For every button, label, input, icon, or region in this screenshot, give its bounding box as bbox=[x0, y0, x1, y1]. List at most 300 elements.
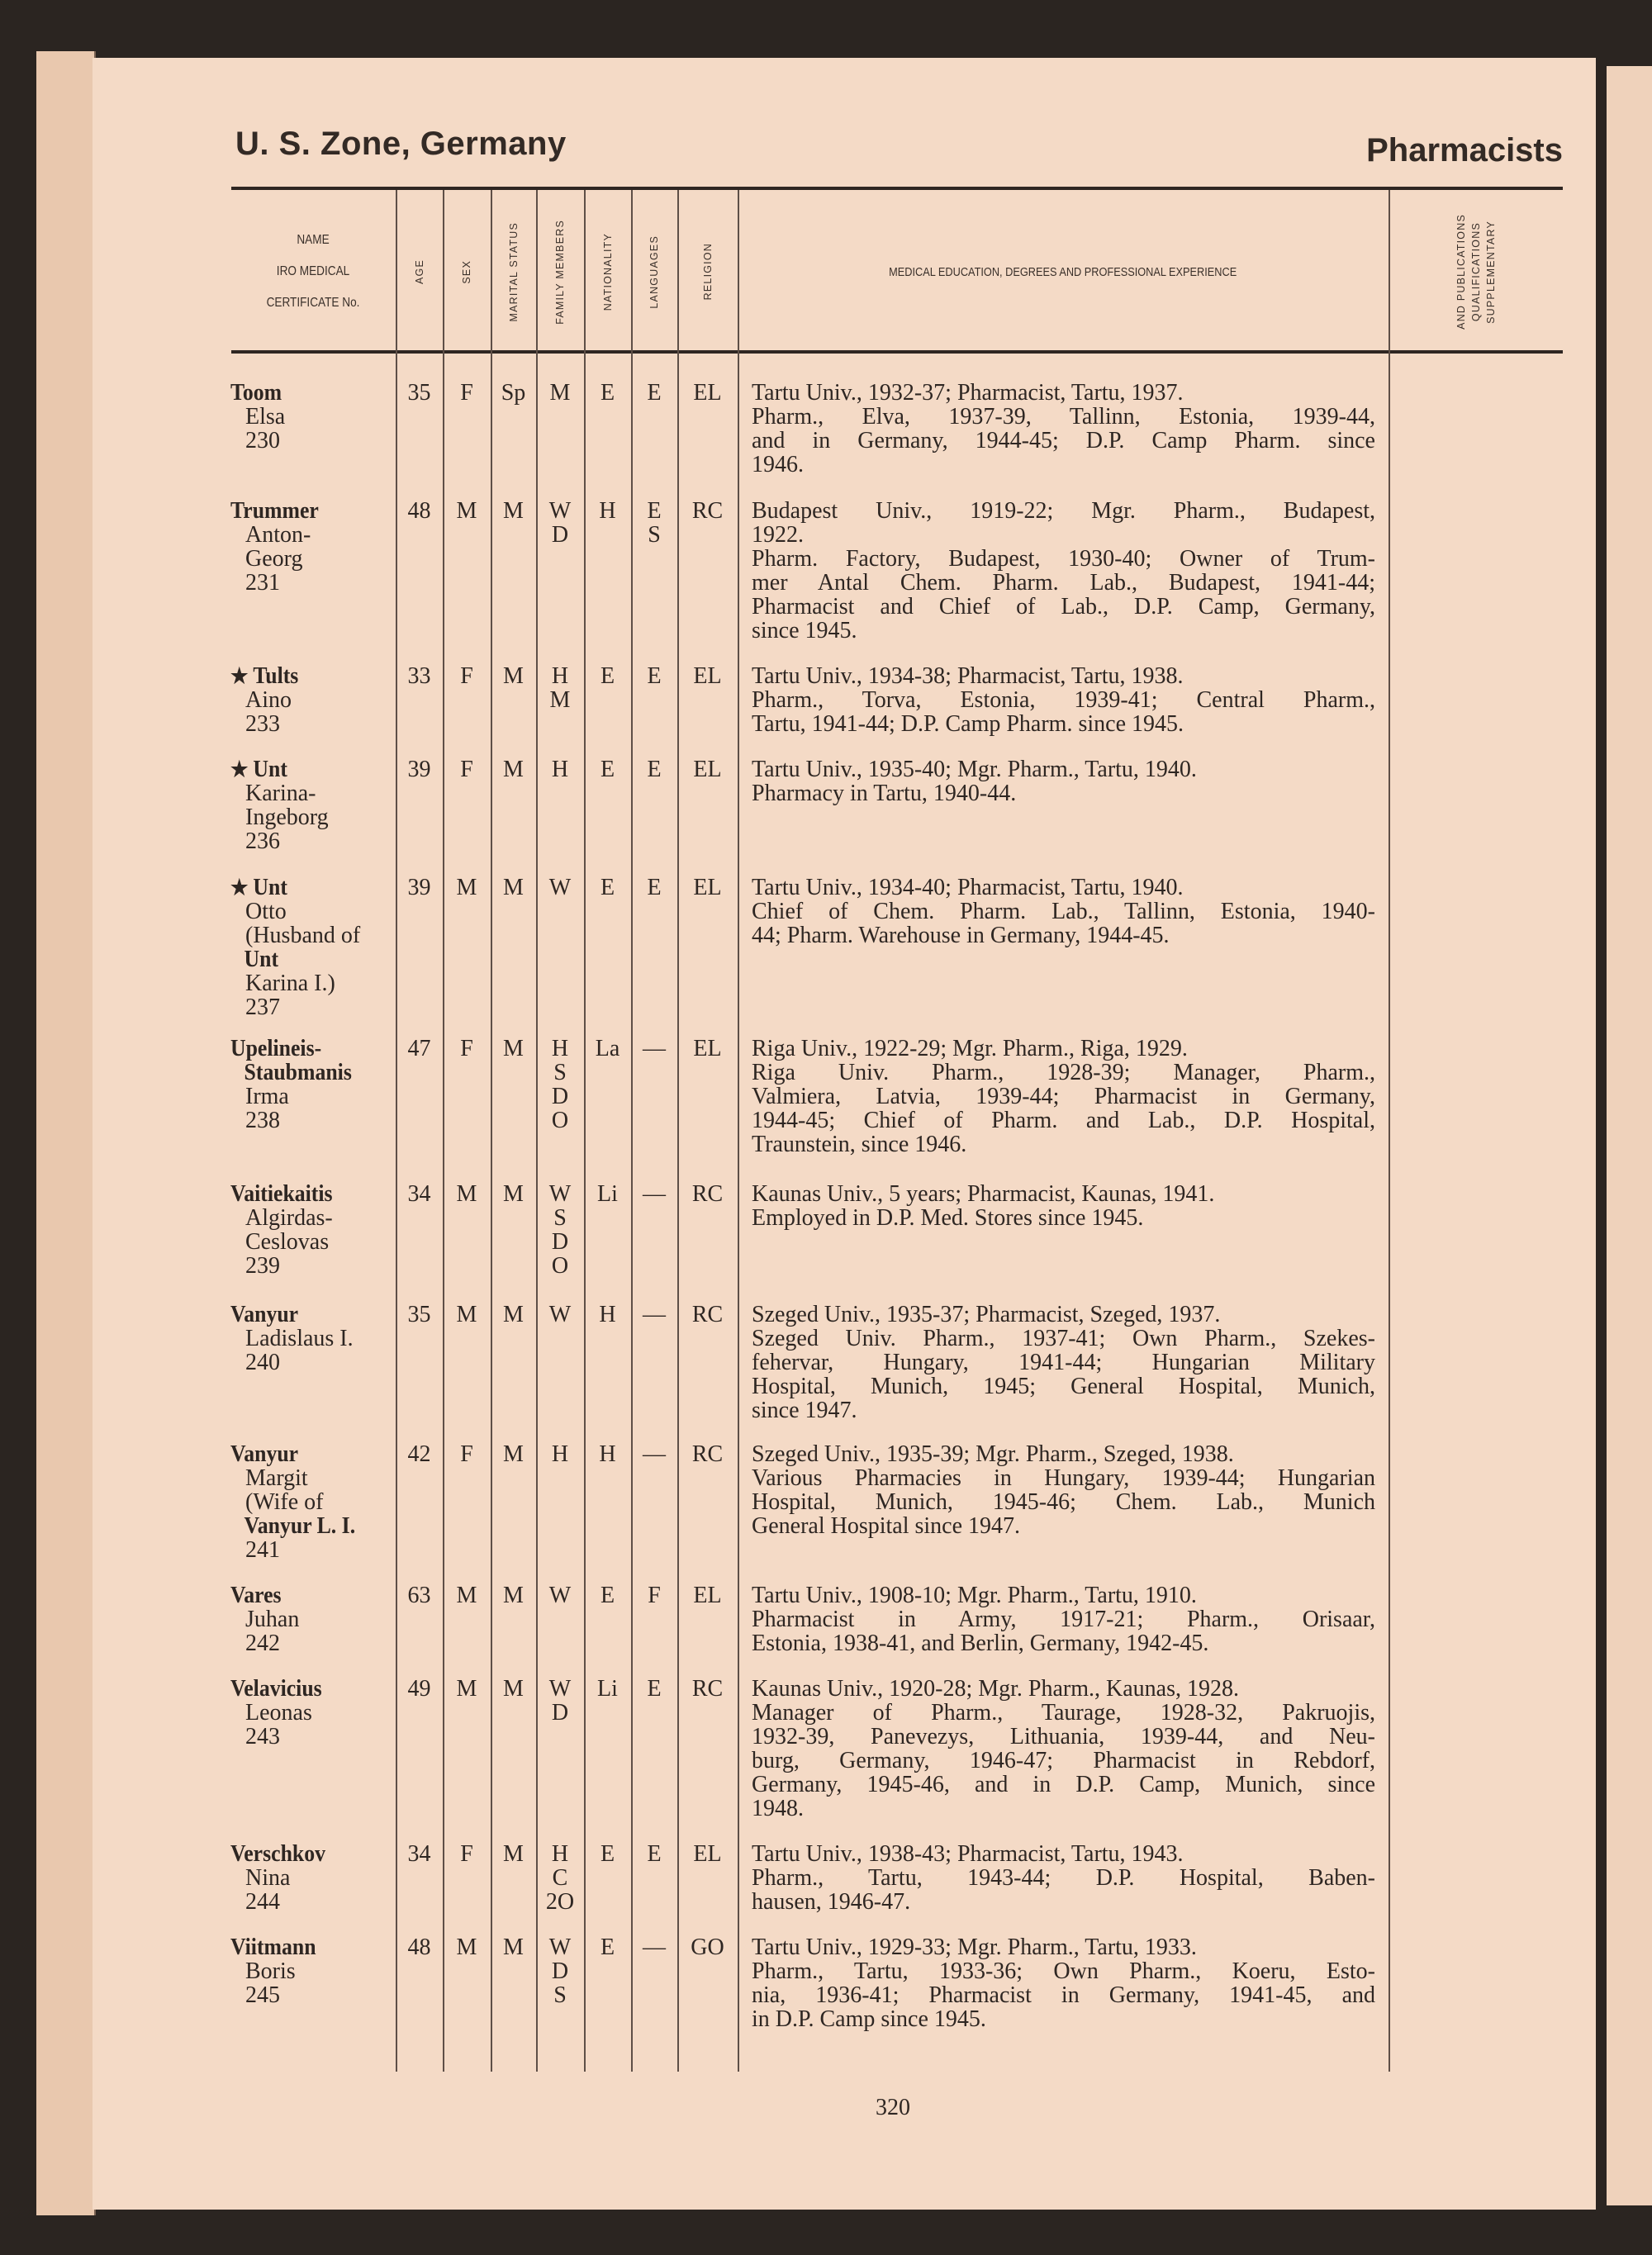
religion-value: EL bbox=[693, 875, 722, 900]
education-line: mer Antal Chem. Pharm. Lab., Budapest, 1941-44; bbox=[752, 571, 1375, 595]
name-text: 231 bbox=[245, 570, 280, 596]
religion-cell bbox=[677, 1303, 738, 1327]
column-divider bbox=[396, 190, 397, 2072]
star-icon: ★ bbox=[230, 757, 254, 781]
sex-cell bbox=[443, 1303, 491, 1327]
name-line bbox=[230, 1490, 396, 1514]
family-value: H bbox=[551, 663, 569, 689]
education-cell bbox=[752, 876, 1375, 947]
education-line: Tartu Univ., 1908-10; Mgr. Pharm., Tartu, 1910. bbox=[752, 1583, 1197, 1608]
family-cell bbox=[536, 1583, 584, 1607]
name-line bbox=[230, 1514, 382, 1538]
sex-cell bbox=[443, 499, 491, 523]
column-header-age bbox=[396, 192, 443, 352]
name-line bbox=[230, 1959, 396, 1983]
name-text: 245 bbox=[245, 1982, 280, 2008]
marital-value: M bbox=[503, 1181, 524, 1207]
marital-value: M bbox=[503, 757, 524, 782]
languages-cell bbox=[631, 1442, 677, 1466]
education-line: nia, 1936-41; Pharmacist in Germany, 1941-45, and bbox=[752, 1983, 1375, 2007]
religion-value: RC bbox=[691, 1181, 724, 1207]
marital-value: M bbox=[503, 1583, 524, 1608]
age-value: 35 bbox=[407, 1302, 431, 1327]
nationality-cell bbox=[584, 757, 631, 781]
facing-page bbox=[1607, 66, 1652, 2205]
name-cell bbox=[230, 1583, 396, 1655]
age-value: 35 bbox=[407, 380, 431, 406]
name-text: Upelineis- bbox=[230, 1036, 322, 1061]
name-line bbox=[230, 781, 396, 805]
column-header-family bbox=[536, 192, 584, 352]
sex-value: F bbox=[460, 663, 473, 689]
religion-cell bbox=[677, 1182, 738, 1206]
education-line: General Hospital since 1947. bbox=[752, 1513, 1021, 1539]
education-cell bbox=[752, 1037, 1375, 1156]
languages-value: E bbox=[647, 1676, 662, 1702]
education-line: Various Pharmacies in Hungary, 1939-44; Hungarian bbox=[752, 1466, 1375, 1490]
book-page-edges bbox=[66, 56, 96, 2210]
name-line bbox=[230, 1254, 396, 1278]
name-line bbox=[230, 547, 396, 571]
education-line: burg, Germany, 1946-47; Pharmacist in Rebdorf, bbox=[752, 1749, 1375, 1773]
education-cell bbox=[752, 664, 1375, 736]
name-line bbox=[230, 1206, 396, 1230]
star-icon: ★ bbox=[230, 876, 254, 900]
age-value: 33 bbox=[407, 663, 431, 689]
name-line bbox=[230, 947, 382, 971]
name-line bbox=[230, 1866, 396, 1890]
name-text: 239 bbox=[245, 1253, 280, 1279]
age-value: 42 bbox=[407, 1441, 431, 1467]
family-value: M bbox=[549, 687, 571, 713]
family-value: S bbox=[553, 1205, 567, 1231]
column-divider bbox=[491, 190, 492, 2072]
surname bbox=[230, 499, 382, 523]
header-education-label: MEDICAL EDUCATION, DEGREES AND PROFESSIONAL EXPERIENCE bbox=[889, 264, 1237, 279]
languages-cell bbox=[631, 1037, 677, 1061]
age-cell bbox=[396, 664, 443, 688]
age-cell bbox=[396, 757, 443, 781]
name-line bbox=[230, 900, 396, 923]
education-cell bbox=[752, 381, 1375, 477]
family-cell bbox=[536, 664, 584, 712]
name-line bbox=[230, 1983, 396, 2007]
name-cell bbox=[230, 381, 396, 453]
education-line: Traunstein, since 1946. bbox=[752, 1132, 967, 1157]
sex-value: F bbox=[460, 1841, 473, 1867]
education-line: Tartu Univ., 1938-43; Pharmacist, Tartu, 1943. bbox=[752, 1841, 1184, 1867]
nationality-cell bbox=[584, 1677, 631, 1701]
name-text: (Husband of bbox=[245, 923, 361, 948]
column-divider bbox=[584, 190, 586, 2072]
nationality-value: E bbox=[600, 757, 615, 782]
nationality-value: La bbox=[595, 1036, 620, 1061]
sex-cell bbox=[443, 757, 491, 781]
column-header-supplementary bbox=[1389, 192, 1563, 352]
education-line: since 1947. bbox=[752, 1398, 857, 1423]
surname bbox=[230, 876, 382, 900]
marital-cell bbox=[491, 1583, 536, 1607]
sex-cell bbox=[443, 1677, 491, 1701]
languages-value: E bbox=[647, 1841, 662, 1867]
nationality-value: E bbox=[600, 875, 615, 900]
languages-cell bbox=[631, 499, 677, 547]
name-line bbox=[230, 805, 396, 829]
name-line bbox=[230, 1230, 396, 1254]
family-value: H bbox=[551, 757, 569, 782]
surname bbox=[230, 1182, 382, 1206]
name-text: Velavicius bbox=[230, 1676, 322, 1702]
header-religion-label: RELIGION bbox=[701, 243, 714, 301]
education-line: 1922. bbox=[752, 522, 804, 548]
family-cell bbox=[536, 1935, 584, 2007]
education-line: Kaunas Univ., 1920-28; Mgr. Pharm., Kaunas, 1928. bbox=[752, 1676, 1240, 1702]
name-text: Vanyur bbox=[230, 1441, 299, 1467]
name-text: Nina bbox=[245, 1865, 291, 1891]
star-icon: ★ bbox=[230, 664, 254, 688]
family-value: W bbox=[548, 875, 572, 900]
name-text: Toom bbox=[230, 380, 282, 406]
age-cell bbox=[396, 1303, 443, 1327]
family-value: C bbox=[552, 1865, 568, 1891]
family-cell bbox=[536, 1842, 584, 1914]
age-cell bbox=[396, 876, 443, 900]
religion-value: EL bbox=[693, 663, 722, 689]
education-line: Tartu Univ., 1935-40; Mgr. Pharm., Tartu, 1940. bbox=[752, 757, 1197, 782]
languages-cell bbox=[631, 757, 677, 781]
surname bbox=[230, 1303, 382, 1327]
sex-cell bbox=[443, 1935, 491, 1959]
name-text: Unt bbox=[244, 947, 279, 972]
education-line: Pharm., Tartu, 1933-36; Own Pharm., Koeru, Esto- bbox=[752, 1959, 1375, 1983]
family-cell bbox=[536, 1037, 584, 1132]
header-age-label: AGE bbox=[413, 259, 425, 284]
sex-cell bbox=[443, 1037, 491, 1061]
name-text: Boris bbox=[245, 1958, 296, 1984]
name-cell bbox=[230, 1037, 396, 1132]
religion-value: EL bbox=[693, 1583, 722, 1608]
family-value: O bbox=[551, 1253, 569, 1279]
top-rule bbox=[231, 187, 1563, 190]
sex-value: F bbox=[460, 380, 473, 406]
sex-value: F bbox=[460, 1441, 473, 1467]
education-cell bbox=[752, 1303, 1375, 1422]
age-cell bbox=[396, 381, 443, 405]
name-text: Karina- bbox=[245, 781, 316, 806]
name-text: Elsa bbox=[245, 404, 286, 430]
family-cell bbox=[536, 1303, 584, 1327]
nationality-value: Li bbox=[597, 1676, 618, 1702]
family-value: W bbox=[548, 1583, 572, 1608]
nationality-cell bbox=[584, 1442, 631, 1466]
education-line: Tartu Univ., 1934-40; Pharmacist, Tartu, 1940. bbox=[752, 875, 1184, 900]
name-text: Juhan bbox=[245, 1607, 300, 1632]
education-line: 44; Pharm. Warehouse in Germany, 1944-45. bbox=[752, 923, 1170, 948]
name-line bbox=[230, 1725, 396, 1749]
age-value: 34 bbox=[407, 1841, 431, 1867]
age-value: 48 bbox=[407, 1935, 431, 1960]
name-text: Vares bbox=[230, 1583, 282, 1608]
religion-cell bbox=[677, 1037, 738, 1061]
name-text: Unt bbox=[253, 757, 287, 782]
family-value: D bbox=[551, 522, 569, 548]
sex-value: M bbox=[456, 875, 477, 900]
family-value: S bbox=[553, 1982, 567, 2008]
surname bbox=[230, 664, 382, 688]
religion-value: EL bbox=[693, 380, 722, 406]
nationality-value: H bbox=[599, 498, 616, 524]
sex-cell bbox=[443, 1842, 491, 1866]
marital-cell bbox=[491, 1842, 536, 1866]
name-text: Algirdas- bbox=[245, 1205, 333, 1231]
family-value: W bbox=[548, 498, 572, 524]
column-header-religion bbox=[677, 192, 738, 352]
nationality-value: H bbox=[599, 1302, 616, 1327]
education-line: Budapest Univ., 1919-22; Mgr. Pharm., Budapest, bbox=[752, 499, 1375, 523]
name-cell bbox=[230, 876, 396, 1019]
name-line bbox=[230, 1061, 382, 1085]
name-line bbox=[230, 829, 396, 853]
education-line: hausen, 1946-47. bbox=[752, 1889, 911, 1915]
sex-cell bbox=[443, 1182, 491, 1206]
education-line: Germany, 1945-46, and in D.P. Camp, Munich, since bbox=[752, 1773, 1375, 1797]
name-text: Georg bbox=[245, 546, 303, 572]
marital-value: M bbox=[503, 1302, 524, 1327]
sex-value: M bbox=[456, 1676, 477, 1702]
name-cell bbox=[230, 1935, 396, 2007]
languages-value: E bbox=[647, 757, 662, 782]
education-line: Employed in D.P. Med. Stores since 1945. bbox=[752, 1205, 1144, 1231]
marital-cell bbox=[491, 876, 536, 900]
religion-value: EL bbox=[693, 757, 722, 782]
name-cell bbox=[230, 1303, 396, 1374]
marital-value: M bbox=[503, 1676, 524, 1702]
education-cell bbox=[752, 499, 1375, 643]
nationality-cell bbox=[584, 1182, 631, 1206]
family-value: H bbox=[551, 1036, 569, 1061]
marital-cell bbox=[491, 1303, 536, 1327]
name-text: 238 bbox=[245, 1108, 280, 1133]
religion-value: RC bbox=[691, 498, 724, 524]
nationality-cell bbox=[584, 664, 631, 688]
name-line bbox=[230, 1538, 396, 1562]
family-value: 2O bbox=[545, 1889, 575, 1915]
surname bbox=[230, 1583, 382, 1607]
header-supp-line2: QUALIFICATIONS bbox=[1469, 221, 1482, 322]
nationality-value: Li bbox=[597, 1181, 618, 1207]
name-line bbox=[230, 1351, 396, 1374]
religion-cell bbox=[677, 664, 738, 688]
family-value: M bbox=[549, 380, 571, 406]
column-header-nationality bbox=[584, 192, 631, 352]
languages-value: — bbox=[643, 1935, 666, 1960]
education-line: Pharmacy in Tartu, 1940-44. bbox=[752, 781, 1017, 806]
languages-value: E bbox=[647, 380, 662, 406]
education-line: and in Germany, 1944-45; D.P. Camp Pharm. since bbox=[752, 429, 1375, 453]
education-line: Pharm., Elva, 1937-39, Tallinn, Estonia, 1939-44, bbox=[752, 405, 1375, 429]
marital-value: M bbox=[503, 663, 524, 689]
name-text: Karina I.) bbox=[245, 971, 335, 996]
education-line: 1944-45; Chief of Pharm. and Lab., D.P. Hospital, bbox=[752, 1109, 1375, 1132]
family-value: D bbox=[551, 1700, 569, 1726]
family-cell bbox=[536, 1182, 584, 1278]
languages-cell bbox=[631, 1303, 677, 1327]
religion-cell bbox=[677, 1677, 738, 1701]
education-cell bbox=[752, 1182, 1375, 1230]
education-line: Szeged Univ., 1935-37; Pharmacist, Szeged, 1937. bbox=[752, 1302, 1221, 1327]
education-line: Szeged Univ., 1935-39; Mgr. Pharm., Szeged, 1938. bbox=[752, 1441, 1234, 1467]
religion-cell bbox=[677, 876, 738, 900]
education-cell bbox=[752, 1442, 1375, 1538]
religion-cell bbox=[677, 1583, 738, 1607]
religion-value: RC bbox=[691, 1676, 724, 1702]
sex-cell bbox=[443, 1442, 491, 1466]
sex-value: M bbox=[456, 1181, 477, 1207]
name-text: Anton- bbox=[245, 522, 311, 548]
name-text: Trummer bbox=[230, 498, 319, 524]
nationality-value: E bbox=[600, 663, 615, 689]
languages-cell bbox=[631, 381, 677, 405]
family-value: H bbox=[551, 1441, 569, 1467]
name-cell bbox=[230, 1442, 396, 1562]
languages-value: E bbox=[647, 875, 662, 900]
sex-value: M bbox=[456, 1302, 477, 1327]
name-line bbox=[230, 571, 396, 595]
education-cell bbox=[752, 1677, 1375, 1821]
marital-cell bbox=[491, 1442, 536, 1466]
name-text: 237 bbox=[245, 995, 280, 1020]
name-text: 236 bbox=[245, 828, 280, 854]
sex-value: M bbox=[456, 1583, 477, 1608]
age-cell bbox=[396, 1935, 443, 1959]
name-line bbox=[230, 1607, 396, 1631]
header-name-label: NAME bbox=[297, 233, 330, 247]
name-cell bbox=[230, 664, 396, 736]
languages-cell bbox=[631, 1182, 677, 1206]
name-line bbox=[230, 1466, 396, 1490]
nationality-value: E bbox=[600, 1841, 615, 1867]
column-header-marital bbox=[491, 192, 536, 352]
languages-value: F bbox=[648, 1583, 661, 1608]
header-sex-label: SEX bbox=[461, 259, 472, 284]
family-value: S bbox=[553, 1060, 567, 1085]
header-family-label: FAMILY MEMBERS bbox=[554, 219, 566, 325]
name-text: Vanyur bbox=[230, 1302, 299, 1327]
languages-value: — bbox=[643, 1181, 666, 1207]
name-text: Verschkov bbox=[230, 1841, 325, 1867]
education-line: Pharm. Factory, Budapest, 1930-40; Owner of Trum- bbox=[752, 547, 1375, 571]
column-divider bbox=[738, 190, 739, 2072]
name-text: 230 bbox=[245, 428, 280, 453]
name-line bbox=[230, 1631, 396, 1655]
marital-cell bbox=[491, 1935, 536, 1959]
education-line: Hospital, Munich, 1945; General Hospital, Munich, bbox=[752, 1374, 1375, 1398]
age-cell bbox=[396, 1677, 443, 1701]
family-value: D bbox=[551, 1084, 569, 1109]
sex-value: F bbox=[460, 1036, 473, 1061]
age-cell bbox=[396, 1037, 443, 1061]
marital-value: M bbox=[503, 875, 524, 900]
name-text: Vaitiekaitis bbox=[230, 1181, 333, 1207]
nationality-cell bbox=[584, 1935, 631, 1959]
name-text: Aino bbox=[245, 687, 292, 713]
surname bbox=[230, 757, 382, 781]
family-cell bbox=[536, 1442, 584, 1466]
name-cell bbox=[230, 1182, 396, 1278]
age-value: 39 bbox=[407, 875, 431, 900]
header-languages-label: LANGUAGES bbox=[648, 235, 660, 309]
languages-cell bbox=[631, 1677, 677, 1701]
name-line bbox=[230, 1890, 396, 1914]
education-line: Pharmacist in Army, 1917-21; Pharm., Orisaar, bbox=[752, 1607, 1375, 1631]
age-cell bbox=[396, 1583, 443, 1607]
name-text: Leonas bbox=[245, 1700, 312, 1726]
header-supp-line3: AND PUBLICATIONS bbox=[1455, 214, 1467, 330]
nationality-value: E bbox=[600, 1935, 615, 1960]
name-text: (Wife of bbox=[245, 1489, 324, 1515]
name-line bbox=[230, 1701, 396, 1725]
surname bbox=[230, 1037, 382, 1061]
name-line bbox=[230, 923, 396, 947]
name-text: Ceslovas bbox=[245, 1229, 330, 1255]
page-number: 320 bbox=[876, 2095, 910, 2120]
name-text: Tults bbox=[253, 663, 299, 689]
nationality-cell bbox=[584, 499, 631, 523]
marital-cell bbox=[491, 757, 536, 781]
education-cell bbox=[752, 1935, 1375, 2031]
column-divider bbox=[443, 190, 444, 2072]
education-line: Manager of Pharm., Taurage, 1928-32, Pakruojis, bbox=[752, 1701, 1375, 1725]
education-line: fehervar, Hungary, 1941-44; Hungarian Military bbox=[752, 1351, 1375, 1374]
family-value: O bbox=[551, 1108, 569, 1133]
education-line: Tartu Univ., 1932-37; Pharmacist, Tartu, 1937. bbox=[752, 380, 1184, 406]
name-cell bbox=[230, 499, 396, 595]
age-value: 49 bbox=[407, 1676, 431, 1702]
education-line: Pharm., Tartu, 1943-44; D.P. Hospital, Baben- bbox=[752, 1866, 1375, 1890]
sex-cell bbox=[443, 664, 491, 688]
languages-value: — bbox=[643, 1302, 666, 1327]
age-value: 48 bbox=[407, 498, 431, 524]
languages-cell bbox=[631, 1935, 677, 1959]
nationality-cell bbox=[584, 876, 631, 900]
column-header-languages bbox=[631, 192, 677, 352]
education-line: Tartu Univ., 1929-33; Mgr. Pharm., Tartu, 1933. bbox=[752, 1935, 1197, 1960]
name-line bbox=[230, 523, 396, 547]
education-line: 1932-39, Panevezys, Lithuania, 1939-44, and Neu- bbox=[752, 1725, 1375, 1749]
running-header-right: Pharmacists bbox=[1366, 132, 1563, 169]
education-cell bbox=[752, 757, 1375, 805]
family-value: D bbox=[551, 1958, 569, 1984]
education-line: Valmiera, Latvia, 1939-44; Pharmacist in Germany, bbox=[752, 1085, 1375, 1109]
education-line: Chief of Chem. Pharm. Lab., Tallinn, Estonia, 1940- bbox=[752, 900, 1375, 923]
column-divider bbox=[1389, 190, 1390, 2072]
marital-value: Sp bbox=[501, 380, 526, 406]
name-text: Vanyur L. I. bbox=[244, 1513, 356, 1539]
nationality-value: E bbox=[600, 380, 615, 406]
age-value: 63 bbox=[407, 1583, 431, 1608]
marital-cell bbox=[491, 664, 536, 688]
religion-cell bbox=[677, 1935, 738, 1959]
languages-cell bbox=[631, 1842, 677, 1866]
header-supp-line1: SUPPLEMENTARY bbox=[1484, 220, 1497, 324]
column-header-name bbox=[243, 192, 383, 352]
name-text: 244 bbox=[245, 1889, 280, 1915]
name-cell bbox=[230, 757, 396, 853]
family-value: H bbox=[551, 1841, 569, 1867]
languages-value: — bbox=[643, 1441, 666, 1467]
education-line: Estonia, 1938-41, and Berlin, Germany, 1942-45. bbox=[752, 1631, 1209, 1656]
name-text: Margit bbox=[245, 1465, 308, 1491]
